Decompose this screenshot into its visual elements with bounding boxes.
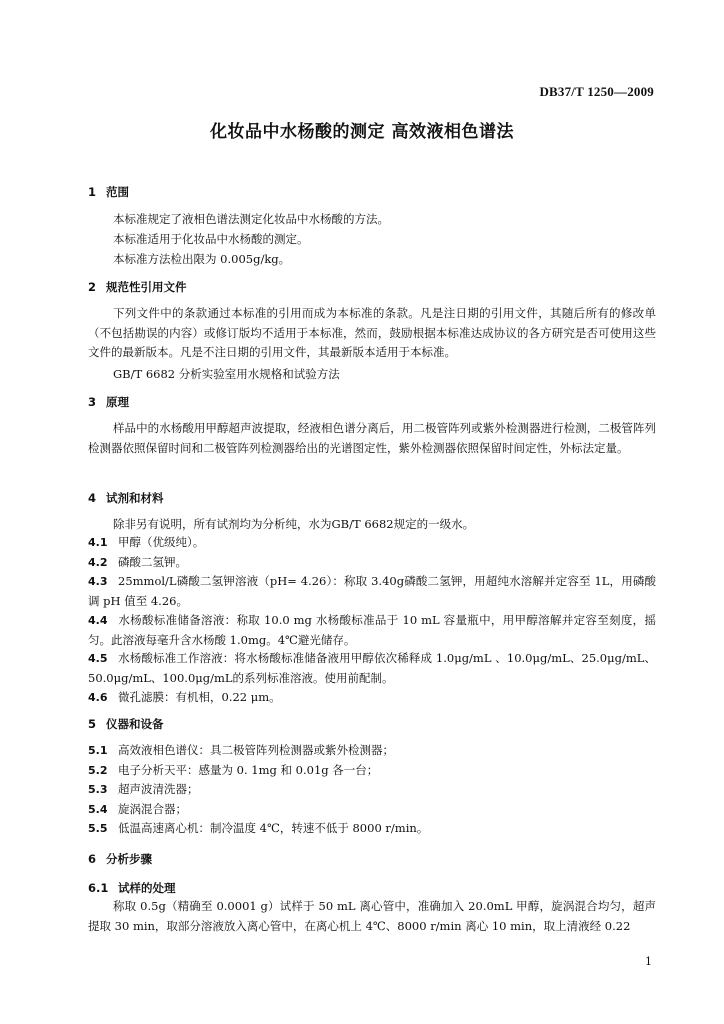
scope-line-2: 本标准适用于化妆品中水杨酸的测定。: [113, 232, 309, 246]
item-number: 5.3: [88, 783, 108, 796]
section-4-heading: [88, 490, 164, 506]
equipment-item: [88, 761, 656, 781]
item-number: 5.5: [88, 822, 108, 835]
section-title: 仪器和设备: [106, 717, 164, 731]
section-title: 范围: [106, 185, 129, 199]
item-text: 超声波清洗器；: [118, 782, 199, 796]
section-5-heading: [88, 716, 164, 732]
item-number: 5.4: [88, 803, 108, 816]
equipment-item: [88, 741, 656, 761]
item-number: 5.2: [88, 764, 108, 777]
item-text: 高效液相色谱仪：具二极管阵列检测器或紫外检测器；: [118, 743, 394, 757]
item-text: 微孔滤膜：有机相，0.22 μm。: [118, 690, 281, 704]
reference-item: GB/T 6682 分析实验室用水规格和试验方法: [113, 367, 340, 381]
page-number: 1: [645, 955, 652, 968]
references-paragraph: 下列文件中的条款通过本标准的引用而成为本标准的条款。凡是注日期的引用文件，其随后所有的修改单（不包括勘误的内容）或修订版均不适用于本标准，然而，鼓励根据本标准达成协议的各方研究是否可使用这些文件的最新版本。凡是不注日期的引用文件，其最新版本适用于本标准。: [88, 306, 656, 359]
section-title: 分析步骤: [106, 852, 152, 866]
section-number: 6: [88, 852, 97, 866]
document-title: 化妆品中水杨酸的测定 高效液相色谱法: [210, 122, 514, 142]
item-text: 旋涡混合器；: [118, 802, 187, 816]
principle-paragraph: 样品中的水杨酸用甲醇超声波提取，经液相色谱分离后，用二极管阵列或紫外检测器进行检测，二极管阵列检测器依照保留时间和二极管阵列检测器给出的光谱图定性，紫外检测器依照保留时间定性，外标法定量。: [88, 421, 656, 455]
reagent-item: [88, 688, 656, 708]
item-text: 水杨酸标准工作溶液：将水杨酸标准储备液用甲醇依次稀释成 1.0μg/mL 、10.0μg/mL、25.0μg/mL、50.0μg/mL、100.0μg/mL的系列标准溶液。使用前配制。: [88, 651, 656, 685]
standard-code: DB37/T 1250—2009: [539, 84, 654, 99]
section-number: 2: [88, 280, 97, 294]
scope-line-1: 本标准规定了液相色谱法测定化妆品中水杨酸的方法。: [113, 212, 389, 226]
section-number: 4: [88, 491, 97, 505]
reagent-item: [88, 533, 656, 553]
item-text: 水杨酸标准储备溶液：称取 10.0 mg 水杨酸标准品于 10 mL 容量瓶中，用甲醇溶解并定容至刻度，摇匀。此溶液每毫升含水杨酸 1.0mg。4℃避光储存。: [88, 613, 656, 647]
item-number: 4.5: [88, 652, 108, 665]
equipment-item: [88, 780, 656, 800]
item-text: 低温高速离心机：制冷温度 4℃，转速不低于 8000 r/min。: [118, 821, 429, 835]
section-number: 3: [88, 395, 97, 409]
scope-line-3: 本标准方法检出限为 0.005g/kg。: [113, 252, 291, 266]
reagent-item: [88, 649, 656, 688]
item-text: 磷酸二氢钾。: [118, 555, 187, 569]
section-title: 原理: [106, 395, 129, 409]
section-number: 1: [88, 185, 97, 199]
item-number: 4.6: [88, 691, 108, 704]
section-number: 5: [88, 717, 97, 731]
subsection-6-1-heading: [88, 880, 176, 896]
item-text: 甲醇（优级纯）。: [118, 535, 205, 549]
reagent-item: [88, 611, 656, 650]
section-2-heading: [88, 279, 187, 295]
subsection-title: 试样的处理: [118, 881, 176, 895]
equipment-item: [88, 800, 656, 820]
equipment-item: [88, 819, 656, 839]
section-3-heading: [88, 394, 129, 410]
item-number: 6.1: [88, 881, 109, 895]
section-6-heading: [88, 851, 152, 867]
section-1-heading: [88, 184, 129, 200]
reagent-item: [88, 553, 656, 573]
reagent-item: [88, 572, 656, 611]
item-number: 4.2: [88, 556, 108, 569]
sample-treatment-paragraph: 称取 0.5g（精确至 0.0001 g）试样于 50 mL 离心管中，准确加入 20.0mL 甲醇，旋涡混合均匀，超声提取 30 min，取部分溶液放入离心管中，在离心机上 4℃、8000 r/min 离心 10 min，取上清液经 0.22: [88, 899, 656, 933]
reagents-intro: 除非另有说明，所有试剂均为分析纯，水为GB/T 6682规定的一级水。: [113, 517, 475, 531]
item-number: 4.1: [88, 536, 108, 549]
item-number: 5.1: [88, 744, 108, 757]
item-text: 电子分析天平：感量为 0. 1mg 和 0.01g 各一台；: [118, 763, 379, 777]
section-title: 规范性引用文件: [106, 280, 187, 294]
item-number: 4.4: [88, 614, 108, 627]
item-number: 4.3: [88, 575, 108, 588]
section-title: 试剂和材料: [106, 491, 164, 505]
item-text: 25mmol/L磷酸二氢钾溶液（pH= 4.26）：称取 3.40g磷酸二氢钾，用超纯水溶解并定容至 1L，用磷酸调 pH 值至 4.26。: [88, 574, 656, 608]
